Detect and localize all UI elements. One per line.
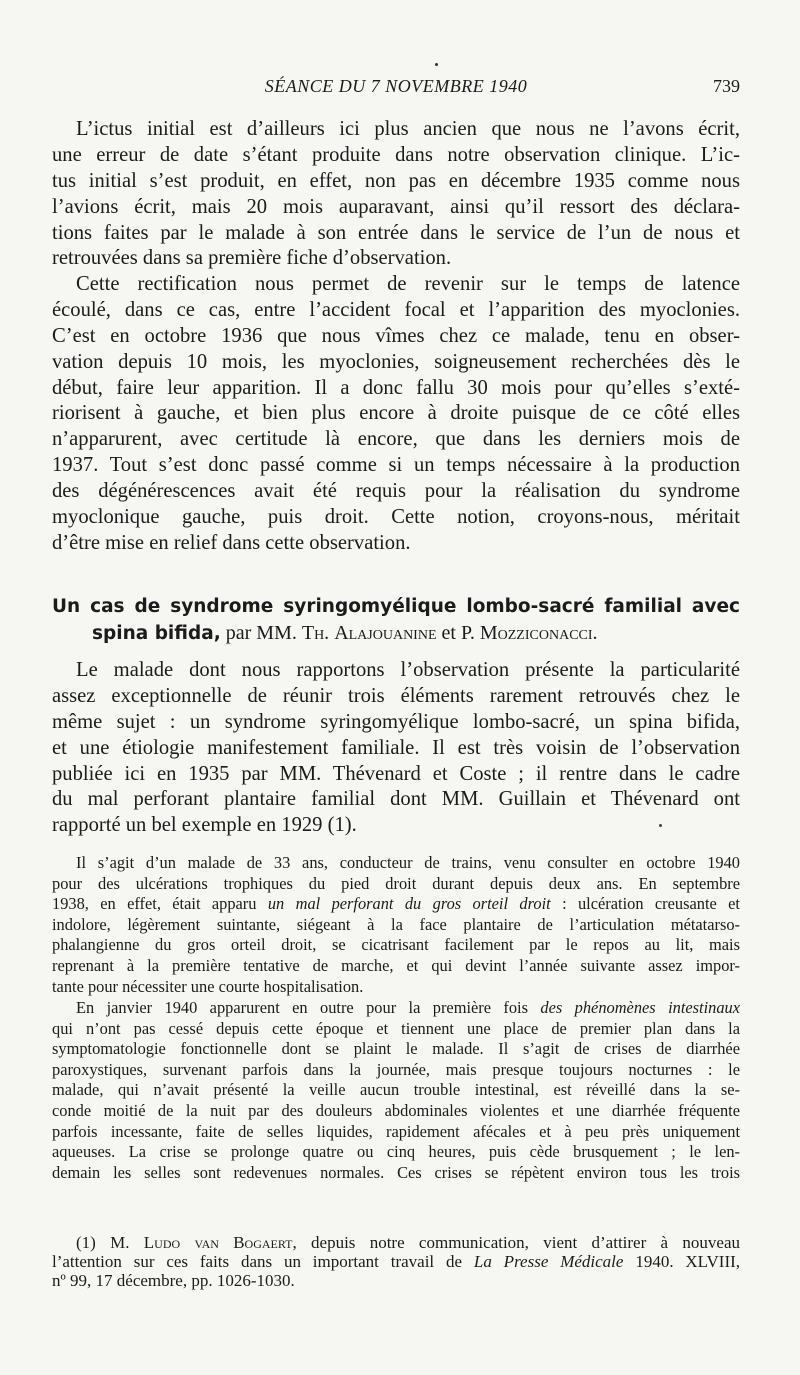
text-segment: 1940. XLVIII, xyxy=(635,1252,740,1271)
text-segment: l’attention sur ces faits dans un important travail de xyxy=(52,1252,463,1271)
text-line: des dégénérescences avait été requis pour la réalisation du syndrome xyxy=(52,480,740,503)
author-1-name: Alajouanine xyxy=(334,622,437,644)
text-line: tus initial s’est produit, en effet, non pas en décembre 1935 comme nous xyxy=(52,169,740,192)
article-title-line-2 xyxy=(52,620,740,647)
text-line: n’apparurent, avec certitude là encore, que dans les derniers mois de xyxy=(52,428,740,451)
text-line: vation depuis 10 mois, les myoclonies, soigneusement recherchées dès le xyxy=(52,350,740,373)
footnote xyxy=(52,1233,740,1290)
text-line: aqueuses. La crise se prolonge quatre ou cinq heures, puis cède brusquement ; le len- xyxy=(52,1142,740,1162)
text-line: et une étiologie manifestement familiale. Il est très voisin de l’observation xyxy=(52,736,740,759)
text-line: Le malade dont nous rapportons l’observation présente la particularité xyxy=(76,659,740,681)
text-line xyxy=(52,998,740,1019)
text-line: tante pour nécessiter une courte hospitalisation. xyxy=(52,976,364,996)
footnote-author: Ludo van Bogaert, xyxy=(143,1233,297,1252)
text-line: nº 99, 17 décembre, pp. 1026-1030. xyxy=(52,1271,295,1290)
text-line: pour des ulcérations trophiques du pied droit durant depuis deux ans. En septembre xyxy=(52,873,740,893)
text-line: Cette rectification nous permet de revenir sur le temps de latence xyxy=(76,273,740,295)
text-line: du mal perforant plantaire familial dont MM. Guillain et Thévenard ont xyxy=(52,788,740,811)
text-segment: En janvier 1940 apparurent en outre pour la première fois xyxy=(76,998,528,1017)
journal-title: La Presse Médicale xyxy=(473,1252,624,1271)
text-line: reprenant à la première tentative de marche, et qui devint l’année suivante assez impor- xyxy=(52,955,740,975)
text-line: myoclonique gauche, puis droit. Cette notion, croyons-nous, méritait xyxy=(52,506,740,529)
article-title xyxy=(52,593,740,647)
paragraph-3 xyxy=(52,658,740,839)
text-line: qui n’ont pas cessé depuis cette époque et tiennent une place de premier plan dans la xyxy=(52,1018,740,1038)
text-line: demain les selles sont redevenues normales. Ces crises se répètent environ tous les trois xyxy=(52,1162,740,1182)
text-line: riorisent à gauche, et bien plus encore à droite puisque de ce côté elles xyxy=(52,402,740,425)
title-spina-bifida: spina bifida, xyxy=(92,623,221,644)
text-line: tions faites par le malade à son entrée dans le service de l’un de nous et xyxy=(52,221,740,244)
text-line: parfois incessante, faite de selles liquides, rapidement afécales et à peu près uniquement xyxy=(52,1121,740,1141)
text-line: une erreur de date s’étant produite dans notre observation clinique. L’ic- xyxy=(52,143,740,166)
print-speck xyxy=(659,824,662,827)
text-line xyxy=(52,1233,740,1252)
text-line: début, faire leur apparition. Il a donc fallu 30 mois pour qu’elles s’exté- xyxy=(52,376,740,399)
author-1-initial: Th. xyxy=(301,622,330,644)
page-number: 739 xyxy=(713,76,740,96)
text-line: d’être mise en relief dans cette observation. xyxy=(52,531,411,554)
text-line: conde moitié de la nuit par des douleurs abdominales violentes et une diarrhée fréquente xyxy=(52,1100,740,1120)
emphasis-mal-perforant: un mal perforant du gros orteil droit xyxy=(267,894,551,914)
text-line: écoulé, dans ce cas, entre l’accident focal et l’apparition des myoclonies. xyxy=(52,298,740,321)
author-2-name: Mozziconacci. xyxy=(479,622,598,644)
text-line: phalangienne du gros orteil droit, se cicatrisant facilement par le repos au lit, mais xyxy=(52,935,740,955)
text-line: symptomatologie fonctionnelle dont se plaint le malade. Il s’agit de crises de diarrhée xyxy=(52,1039,740,1059)
text-line xyxy=(52,894,740,915)
text-line: indolore, légèrement suintante, siégeant à la face plantaire de l’articulation métatarso- xyxy=(52,914,740,934)
text-line: l’avions écrit, mais 20 mois auparavant, ainsi qu’il ressort des déclara- xyxy=(52,195,740,218)
footnote-marker: (1) M. xyxy=(76,1233,130,1252)
text-segment: depuis notre communication, vient d’attirer à nouveau xyxy=(311,1233,740,1252)
text-line: malade, qui n’avait présenté la veille aucun trouble intestinal, est réveillé dans la se- xyxy=(52,1080,740,1100)
authors-prefix: par MM. xyxy=(225,622,297,644)
case-report-paragraph-2 xyxy=(52,998,740,1183)
text-line: 1937. Tout s’est donc passé comme si un temps nécessaire à la production xyxy=(52,454,740,477)
text-line xyxy=(52,1252,740,1271)
case-report-paragraph-1 xyxy=(52,853,740,997)
text-line: Il s’agit d’un malade de 33 ans, conducteur de trains, venu consulter en octobre 1940 xyxy=(76,853,740,872)
article-title-line-1: Un cas de syndrome syringomyélique lombo-sacré familial avec xyxy=(52,596,740,617)
text-line: C’est en octobre 1936 que nous vîmes chez ce malade, tenu en obser- xyxy=(52,324,740,347)
running-title: SÉANCE DU 7 NOVEMBRE 1940 xyxy=(264,76,528,96)
paragraph-2 xyxy=(52,272,740,557)
text-line: même sujet : un syndrome syringomyélique lombo-sacré, un spina bifida, xyxy=(52,710,740,733)
print-mark xyxy=(435,63,438,66)
authors-conjunction: et xyxy=(441,622,456,644)
paragraph-1 xyxy=(52,117,740,272)
text-segment: 1938, en effet, était apparu xyxy=(52,894,257,914)
text-line: assez exceptionnelle de réunir trois éléments rarement retrouvés chez le xyxy=(52,684,740,707)
author-2-initial: P. xyxy=(460,622,475,644)
text-segment: : ulcération creusante et xyxy=(562,894,740,914)
text-line: paroxystiques, survenant parfois dans la journée, mais presque toujours nocturnes : le xyxy=(52,1059,740,1079)
text-line: retrouvées dans sa première fiche d’observation. xyxy=(52,247,452,270)
emphasis-phenomenes-intestinaux: des phénomènes intestinaux xyxy=(540,998,740,1017)
text-line: rapporté un bel exemple en 1929 (1). xyxy=(52,814,357,837)
text-line: L’ictus initial est d’ailleurs ici plus ancien que nous ne l’avons écrit, xyxy=(76,118,740,140)
text-line: publiée ici en 1935 par MM. Thévenard et Coste ; il rentre dans le cadre xyxy=(52,762,740,785)
